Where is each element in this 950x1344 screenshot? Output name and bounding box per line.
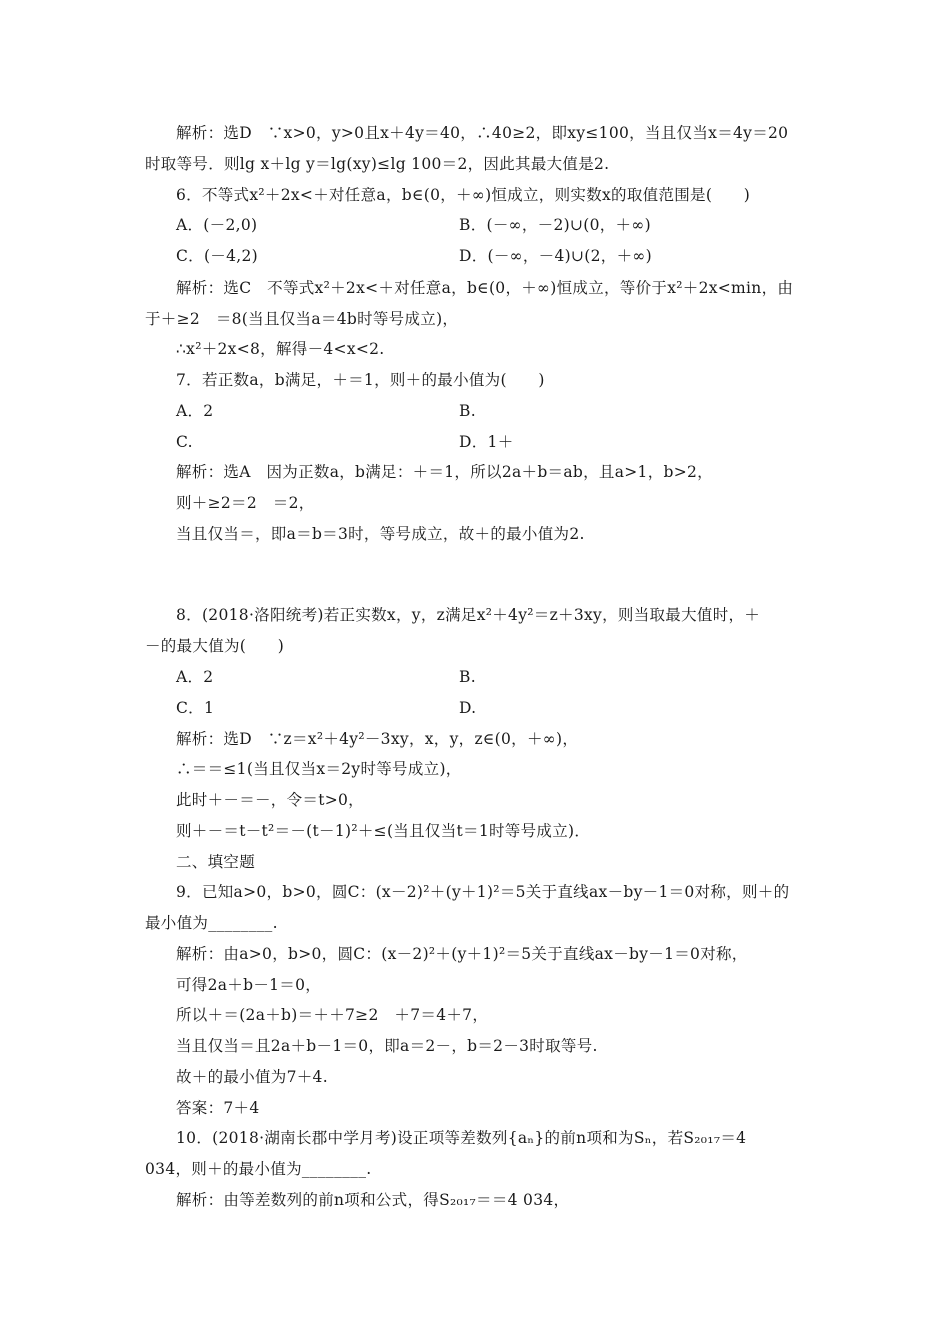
question-6-option-b: B．(－∞，－2)∪(0，＋∞) xyxy=(459,216,651,234)
question-10-stem-line-1: 10．(2018·湖南长郡中学月考)设正项等差数列{aₙ}的前n项和为Sₙ，若S₂₀₁₇＝4 xyxy=(176,1129,747,1147)
solution-9-line-2: 可得2a＋b－1＝0， xyxy=(176,976,322,994)
solution-10-line-1: 解析：由等差数列的前n项和公式，得S₂₀₁₇＝＝4 034， xyxy=(176,1191,570,1209)
solution-8-line-3: 此时＋－＝－，令＝t>0， xyxy=(176,791,364,809)
solution-7-line-3: 当且仅当＝，即a＝b＝3时，等号成立，故＋的最小值为2. xyxy=(176,525,585,543)
question-9-stem-line-2: 最小值为________. xyxy=(145,914,278,932)
question-7-option-b: B. xyxy=(459,402,476,420)
solution-6-line-1: 解析：选C 不等式x²＋2x<＋对任意a，b∈(0，＋∞)恒成立，等价于x²＋2x<min，由 xyxy=(176,279,794,297)
solution-9-line-3: 所以＋＝(2a＋b)＝＋＋7≥2 ＋7＝4＋7， xyxy=(176,1006,489,1024)
solution-7-line-1: 解析：选A 因为正数a，b满足：＋＝1，所以2a＋b＝ab，且a>1，b>2， xyxy=(176,463,713,481)
answer-9: 答案：7＋4 xyxy=(176,1099,260,1117)
question-7-stem: 7．若正数a，b满足，＋＝1，则＋的最小值为( ) xyxy=(176,371,545,389)
solution-7-line-2: 则＋≥2＝2 ＝2， xyxy=(176,494,315,512)
solution-8-line-2: ∴＝＝≤1(当且仅当x＝2y时等号成立)， xyxy=(176,760,462,778)
question-6-option-a: A．(－2,0) xyxy=(176,216,258,234)
solution-6-line-3: ∴x²＋2x<8，解得－4<x<2. xyxy=(176,340,385,358)
solution-6-line-2: 于＋≥2 ＝8(当且仅当a＝4b时等号成立)， xyxy=(145,310,459,328)
question-10-stem-line-2: 034，则＋的最小值为________. xyxy=(145,1160,372,1178)
question-8-stem-line-1: 8．(2018·洛阳统考)若正实数x，y，z满足x²＋4y²＝z＋3xy，则当取最大值时，＋ xyxy=(176,606,761,624)
solution-8-line-1: 解析：选D ∵z＝x²＋4y²－3xy，x，y，z∈(0，＋∞)， xyxy=(176,730,579,748)
question-6-option-c: C．(－4,2) xyxy=(176,247,259,265)
question-8-option-c: C．1 xyxy=(176,699,215,717)
solution-5-line-1: 解析：选D ∵x>0，y>0且x＋4y＝40，∴40≥2，即xy≤100，当且仅当x＝4y＝20 xyxy=(176,124,789,142)
question-6-option-d: D．(－∞，－4)∪(2，＋∞) xyxy=(459,247,652,265)
question-6-stem: 6．不等式x²＋2x<＋对任意a，b∈(0，＋∞)恒成立，则实数x的取值范围是( ) xyxy=(176,186,751,204)
question-7-option-a: A．2 xyxy=(176,402,214,420)
question-8-option-d: D. xyxy=(459,699,477,717)
question-9-stem-line-1: 9．已知a>0，b>0，圆C：(x－2)²＋(y＋1)²＝5关于直线ax－by－1＝0对称，则＋的 xyxy=(176,883,790,901)
solution-8-line-4: 则＋－＝t－t²＝－(t－1)²＋≤(当且仅当t＝1时等号成立)． xyxy=(176,822,591,840)
question-8-option-b: B. xyxy=(459,668,476,686)
solution-9-line-1: 解析：由a>0，b>0，圆C：(x－2)²＋(y＋1)²＝5关于直线ax－by－1＝0对称， xyxy=(176,945,748,963)
solution-9-line-4: 当且仅当＝且2a＋b－1＝0，即a＝2－，b＝2－3时取等号. xyxy=(176,1037,598,1055)
section-heading-fill-in: 二、填空题 xyxy=(176,853,256,871)
question-8-option-a: A．2 xyxy=(176,668,214,686)
question-7-option-c: C. xyxy=(176,433,193,451)
question-8-stem-line-2: －的最大值为( ) xyxy=(145,637,285,655)
solution-9-line-5: 故＋的最小值为7＋4. xyxy=(176,1068,328,1086)
solution-5-line-2: 时取等号．则lg x＋lg y＝lg(xy)≤lg 100＝2，因此其最大值是2. xyxy=(145,155,610,173)
question-7-option-d: D．1＋ xyxy=(459,433,514,451)
